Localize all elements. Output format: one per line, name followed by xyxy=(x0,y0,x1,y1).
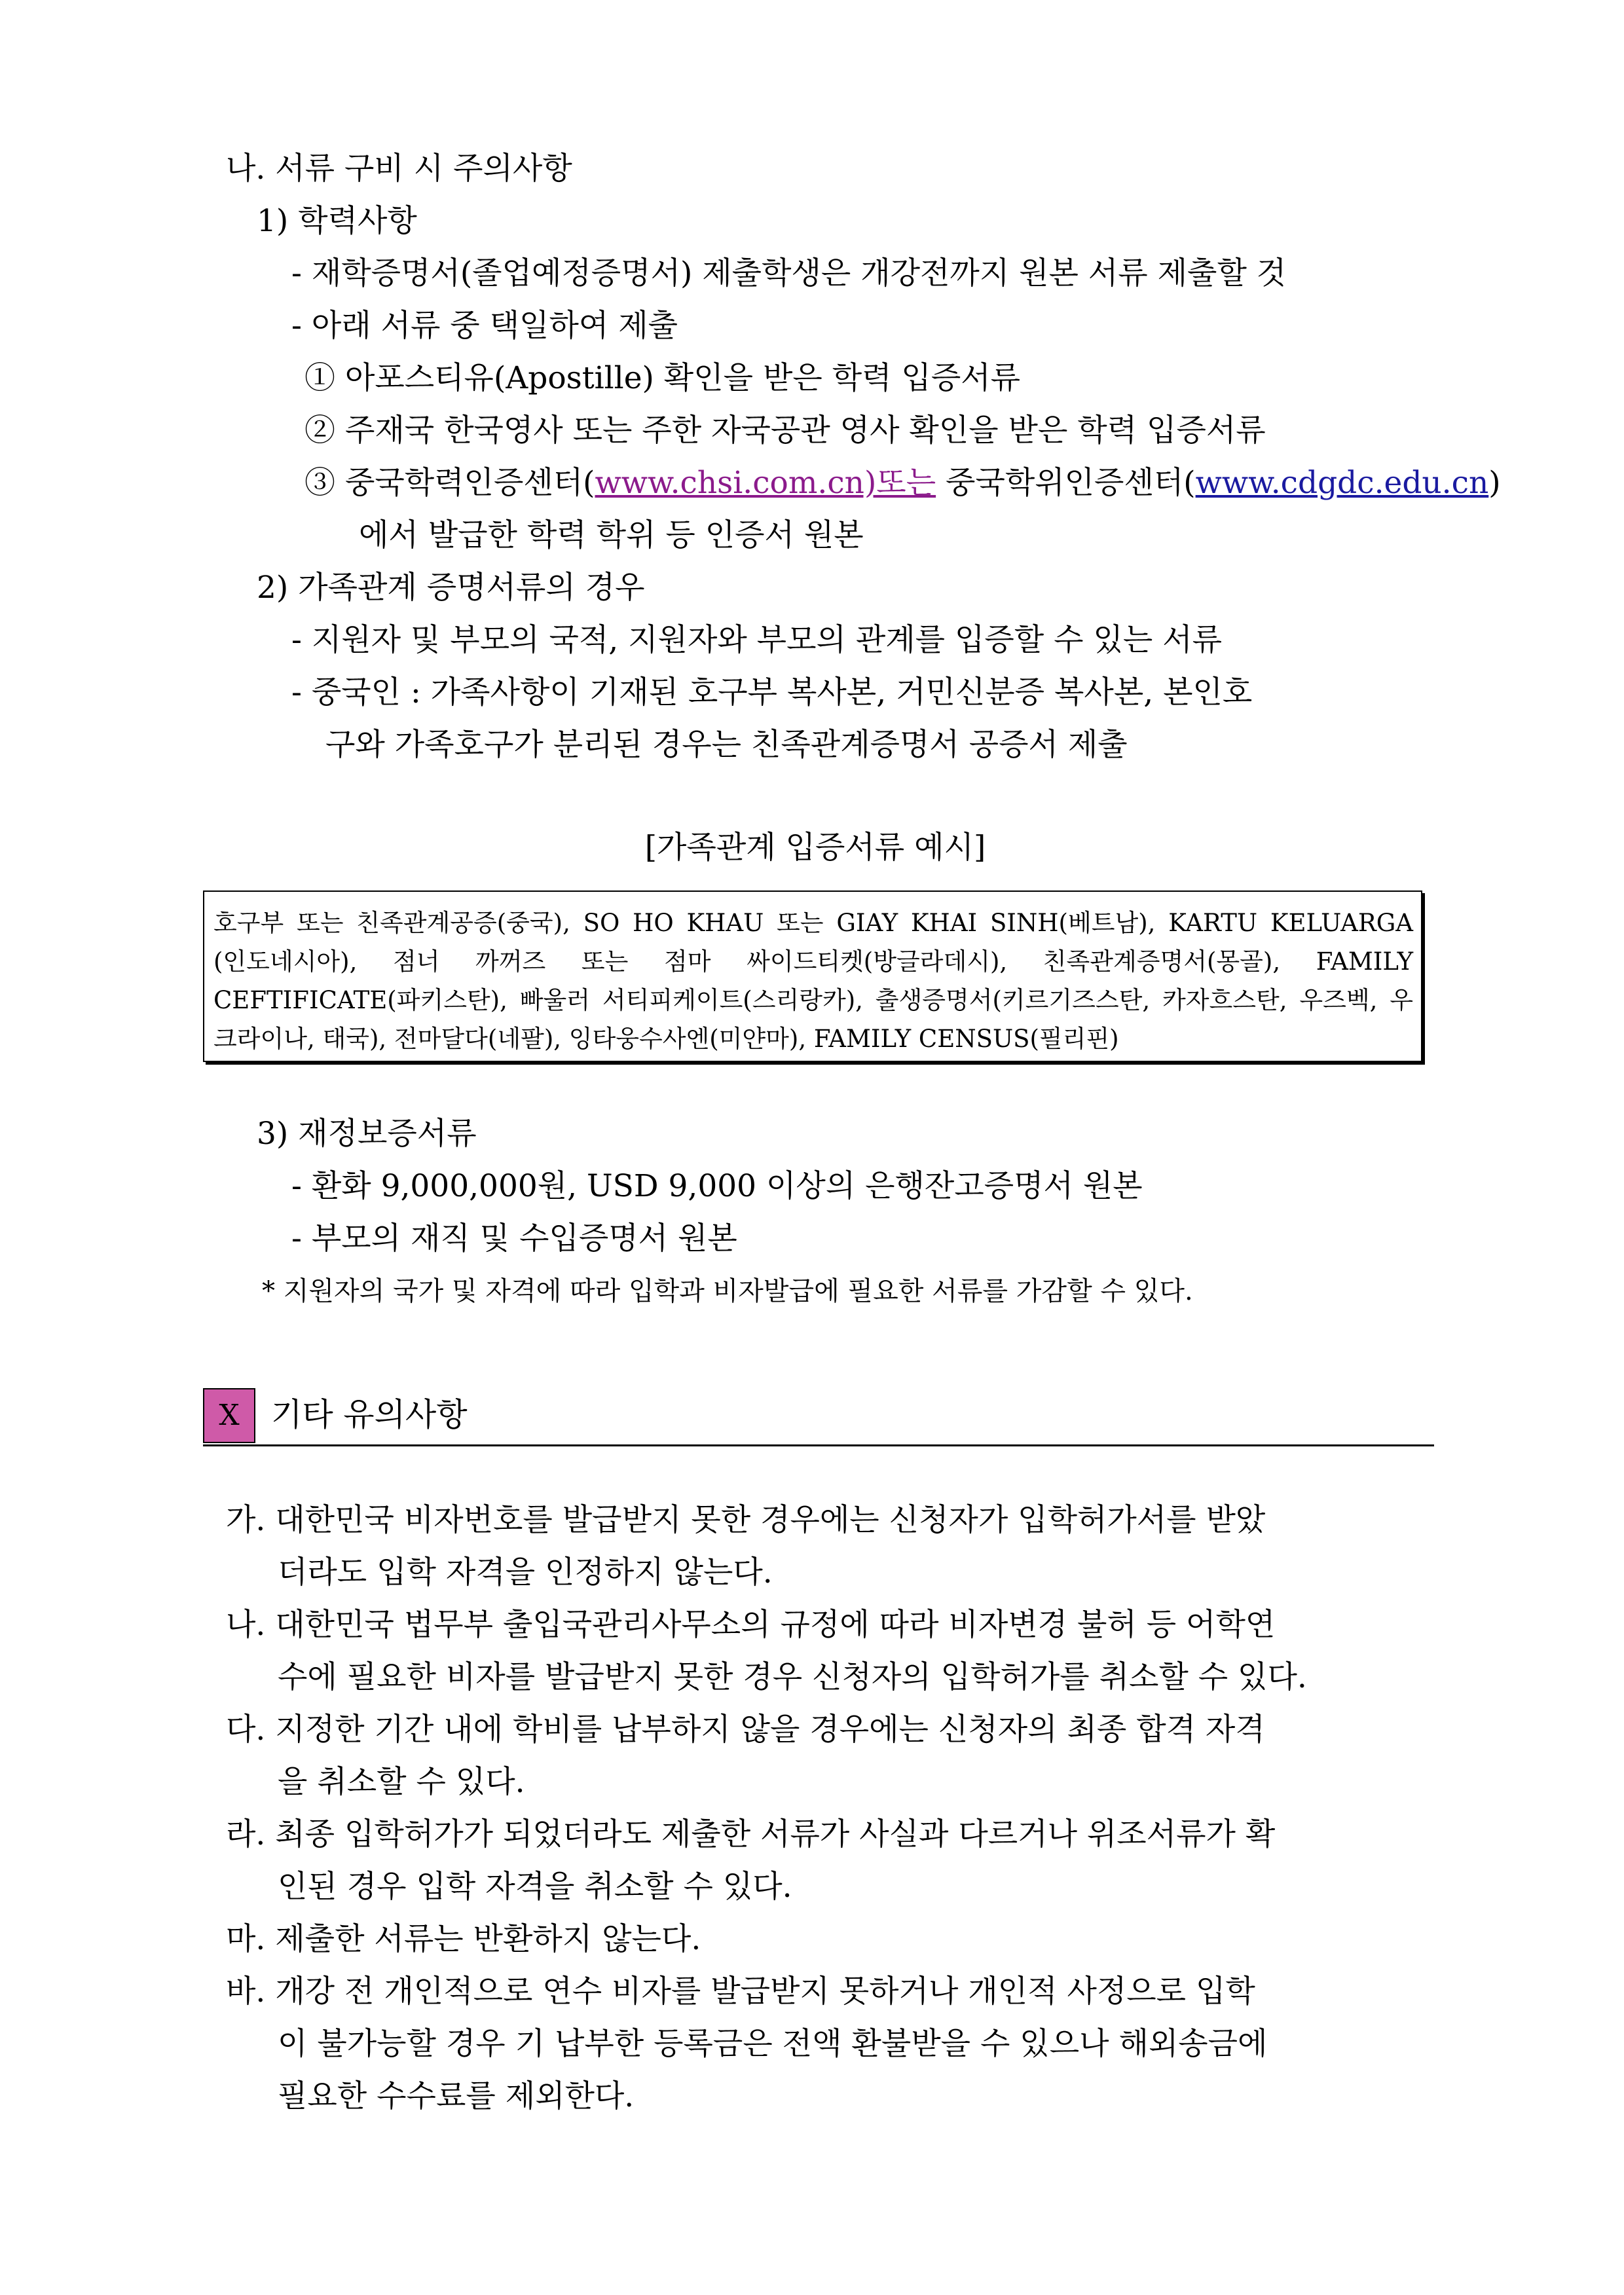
notice-item-ba-continued: 이 불가능할 경우 기 납부한 등록금은 전액 환불받을 수 있으나 해외송금에 xyxy=(278,2026,1268,2062)
family-heading: 2) 가족관계 증명서류의 경우 xyxy=(257,570,645,606)
notice-item-ra-continued: 인된 경우 입학 자격을 취소할 수 있다. xyxy=(278,1869,792,1905)
notice-item-ra: 라. 최종 입학허가가 되었더라도 제출한 서류가 사실과 다르거나 위조서류가 확 xyxy=(226,1816,1276,1852)
academic-option-3 xyxy=(304,464,1501,503)
example-line: CEFTIFICATE(파키스탄), 빠울러 서티피케이트(스리랑카), 출생증명서(키르기즈스탄, 카자흐스탄, 우즈벡, 우 xyxy=(213,986,1413,1014)
finance-bullet-2: - 부모의 재직 및 수입증명서 원본 xyxy=(291,1221,737,1257)
section-title-na: 나. 서류 구비 시 주의사항 xyxy=(226,151,572,187)
notice-item-na-continued: 수에 필요한 비자를 발급받지 못한 경우 신청자의 입학허가를 취소할 수 있다. xyxy=(278,1659,1307,1695)
example-line: 호구부 또는 친족관계공증(중국), SO HO KHAU 또는 GIAY KHAI SINH(베트남), KARTU KELUARGA xyxy=(213,909,1413,937)
chsi-link[interactable]: www.chsi.com.cn)또는 xyxy=(595,465,936,501)
example-line: 크라이나, 태국), 전마달다(네팔), 잉타웅수사엔(미얀마), FAMILY CENSUS(필리핀) xyxy=(213,1025,1119,1053)
cdgdc-link[interactable]: www.cdgdc.edu.cn xyxy=(1195,465,1489,501)
notice-item-ga-continued: 더라도 입학 자격을 인정하지 않는다. xyxy=(278,1554,773,1590)
notice-item-da: 다. 지정한 기간 내에 학비를 납부하지 않을 경우에는 신청자의 최종 합격 자격 xyxy=(226,1712,1265,1748)
academic-option-2: ② 주재국 한국영사 또는 주한 자국공관 영사 확인을 받은 학력 입증서류 xyxy=(304,413,1266,449)
notice-item-ga: 가. 대한민국 비자번호를 발급받지 못한 경우에는 신청자가 입학허가서를 받았 xyxy=(226,1502,1266,1538)
notice-item-da-continued: 을 취소할 수 있다. xyxy=(278,1764,525,1800)
family-examples-caption: [가족관계 입증서류 예시] xyxy=(644,830,986,866)
option-3-mid: 중국학위인증센터( xyxy=(936,465,1196,501)
section-divider xyxy=(203,1444,1434,1446)
section-x-title: 기타 유의사항 xyxy=(271,1396,468,1433)
academic-bullet-1: - 재학증명서(졸업예정증명서) 제출학생은 개강전까지 원본 서류 제출할 것 xyxy=(291,255,1287,291)
academic-bullet-2: - 아래 서류 중 택일하여 제출 xyxy=(291,308,678,344)
notice-item-ba-continued-2: 필요한 수수료를 제외한다. xyxy=(278,2078,635,2114)
finance-heading: 3) 재정보증서류 xyxy=(257,1116,477,1152)
academic-option-3-continued: 에서 발급한 학력 학위 등 인증서 원본 xyxy=(359,517,864,553)
finance-bullet-1: - 환화 9,000,000원, USD 9,000 이상의 은행잔고증명서 원본 xyxy=(291,1168,1143,1204)
family-examples-box xyxy=(203,890,1422,1062)
section-x-header xyxy=(203,1388,1434,1443)
family-bullet-2-continued: 구와 가족호구가 분리된 경우는 친족관계증명서 공증서 제출 xyxy=(325,727,1128,763)
academic-heading: 1) 학력사항 xyxy=(257,203,417,239)
option-3-prefix: ③ 중국학력인증센터( xyxy=(304,465,595,501)
option-3-suffix: ) xyxy=(1488,465,1501,501)
example-line: (인도네시아), 점너 까꺼즈 또는 점마 싸이드티켓(방글라데시), 친족관계증명서(몽골), FAMILY xyxy=(213,947,1413,976)
notice-item-ba: 바. 개강 전 개인적으로 연수 비자를 발급받지 못하거나 개인적 사정으로 입학 xyxy=(226,1974,1255,2010)
notice-item-ma: 마. 제출한 서류는 반환하지 않는다. xyxy=(226,1921,701,1957)
family-bullet-2: - 중국인 : 가족사항이 기재된 호구부 복사본, 거민신분증 복사본, 본인호 xyxy=(291,674,1253,710)
notice-item-na: 나. 대한민국 법무부 출입국관리사무소의 규정에 따라 비자변경 불허 등 어학연 xyxy=(226,1607,1276,1643)
finance-note: * 지원자의 국가 및 자격에 따라 입학과 비자발급에 필요한 서류를 가감할 수 있다. xyxy=(262,1276,1193,1306)
section-numeral-badge: X xyxy=(203,1388,255,1443)
family-bullet-1: - 지원자 및 부모의 국적, 지원자와 부모의 관계를 입증할 수 있는 서류 xyxy=(291,622,1223,658)
academic-option-1: ① 아포스티유(Apostille) 확인을 받은 학력 입증서류 xyxy=(304,360,1021,396)
